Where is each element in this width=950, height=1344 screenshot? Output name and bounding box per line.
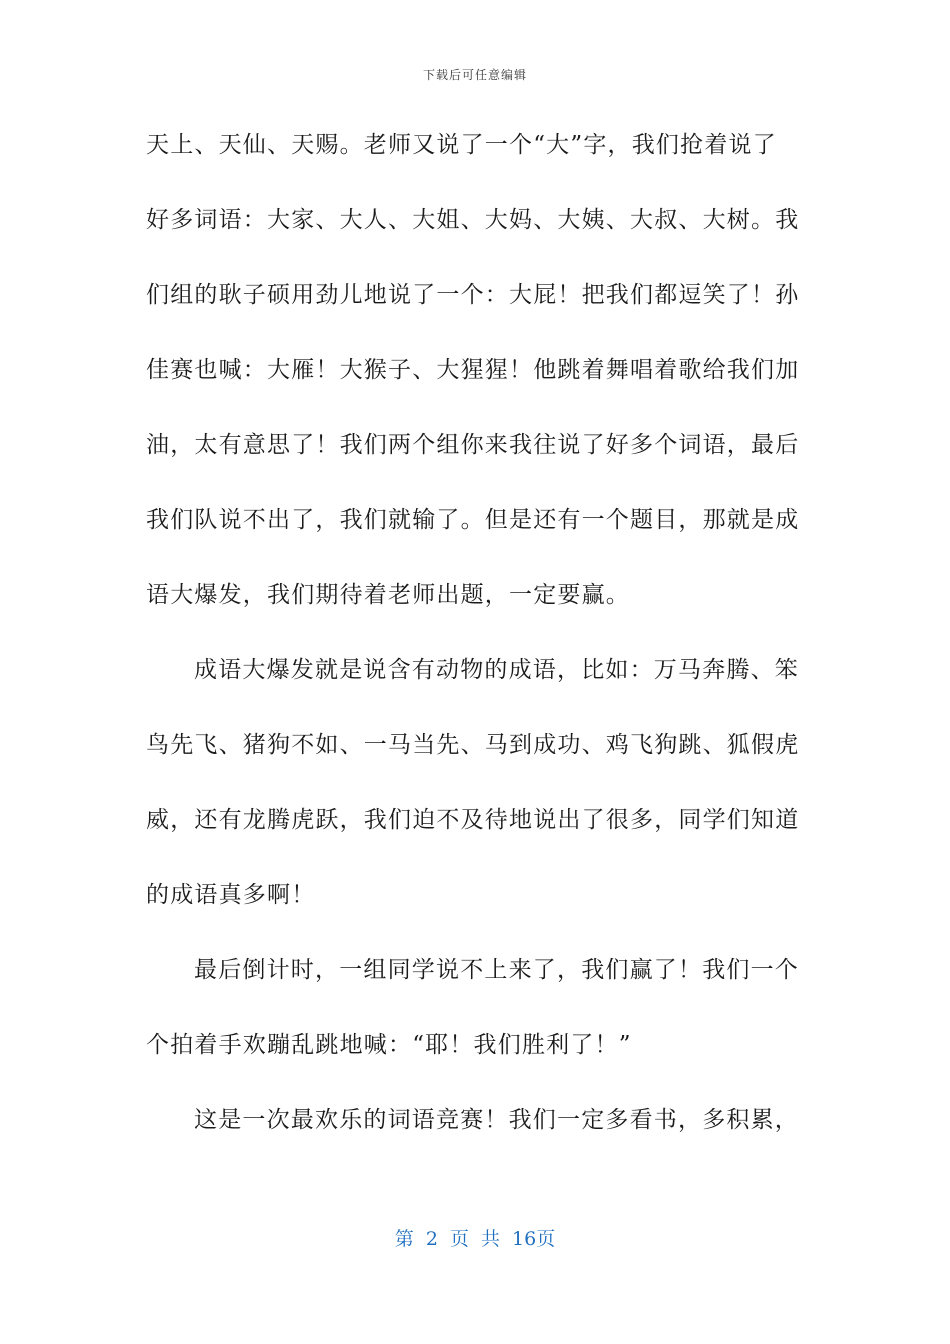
paragraph-2-line-3: 威，还有龙腾虎跃，我们迫不及待地说出了很多，同学们知道: [146, 807, 800, 833]
paragraph-1-line-5: 油，太有意思了！我们两个组你来我往说了好多个词语，最后: [146, 432, 800, 458]
paragraph-4-line-1: 这是一次最欢乐的词语竞赛！我们一定多看书，多积累，: [194, 1107, 799, 1133]
page-footer: 第 2 页 共 16页: [394, 1228, 556, 1250]
page-header: 下载后可任意编辑: [422, 68, 527, 82]
paragraph-1-line-6: 我们队说不出了，我们就输了。但是还有一个题目，那就是成: [146, 507, 800, 533]
paragraph-1-line-4: 佳赛也喊：大雁！大猴子、大猩猩！他跳着舞唱着歌给我们加: [146, 357, 800, 383]
paragraph-2-line-1: 成语大爆发就是说含有动物的成语，比如：万马奔腾、笨: [194, 657, 799, 683]
paragraph-1-line-2: 好多词语：大家、大人、大姐、大妈、大姨、大叔、大树。我: [146, 207, 800, 233]
paragraph-1-line-7: 语大爆发，我们期待着老师出题，一定要赢。: [146, 582, 630, 608]
paragraph-3-line-1: 最后倒计时，一组同学说不上来了，我们赢了！我们一个: [194, 957, 799, 983]
paragraph-1-line-1: 天上、天仙、天赐。老师又说了一个“大”字，我们抢着说了: [146, 132, 777, 158]
paragraph-2-line-2: 鸟先飞、猪狗不如、一马当先、马到成功、鸡飞狗跳、狐假虎: [146, 732, 800, 758]
paragraph-3-line-2: 个拍着手欢蹦乱跳地喊：“耶！我们胜利了！”: [146, 1032, 632, 1058]
paragraph-1-line-3: 们组的耿子硕用劲儿地说了一个：大屁！把我们都逗笑了！孙: [146, 282, 800, 308]
paragraph-2-line-4: 的成语真多啊！: [146, 882, 316, 908]
